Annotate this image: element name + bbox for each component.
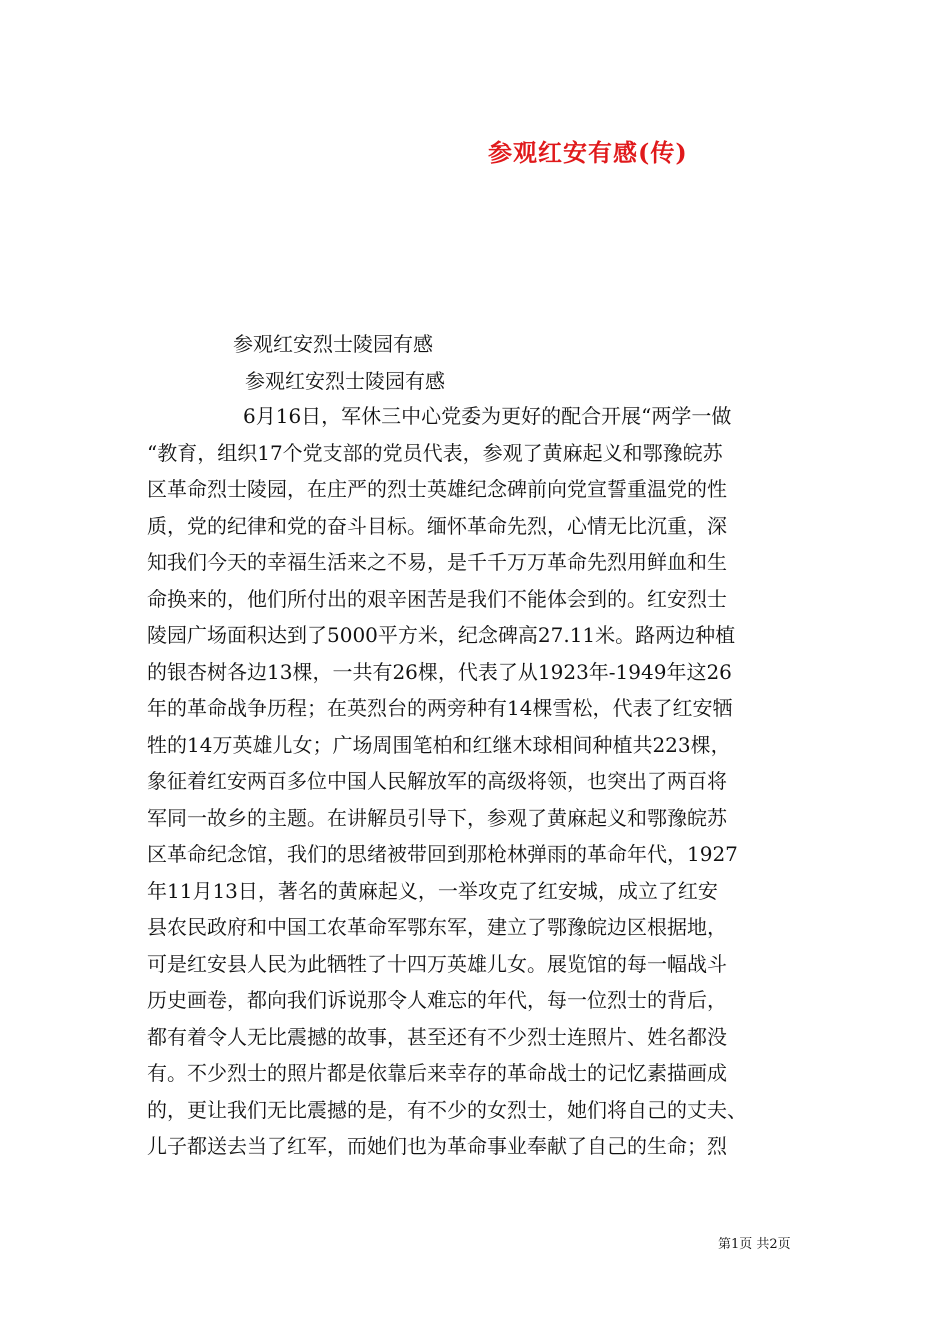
subtitle-2: 参观红安烈士陵园有感 <box>245 369 445 393</box>
body-text <box>147 398 827 1165</box>
page-title: 参观红安有感(传) <box>488 138 688 167</box>
body-line: 年11月13日，著名的黄麻起义，一举攻克了红安城，成立了红安 <box>147 878 718 903</box>
body-line: 区革命纪念馆，我们的思绪被带回到那枪林弹雨的革命年代，1927 <box>147 842 738 866</box>
body-line: 知我们今天的幸福生活来之不易，是千千万万革命先烈用鲜血和生 <box>147 550 727 574</box>
body-line: 牲的14万英雄儿女；广场周围笔柏和红继木球相间种植共223棵， <box>147 732 731 757</box>
body-line: 军同一故乡的主题。在讲解员引导下，参观了黄麻起义和鄂豫皖苏 <box>147 805 727 830</box>
body-line: 的，更让我们无比震撼的是，有不少的女烈士，她们将自己的丈夫、 <box>147 1097 747 1122</box>
body-line: 质，党的纪律和党的奋斗目标。缅怀革命先烈，心情无比沉重，深 <box>147 513 727 538</box>
body-line: 6月16日，军休三中心党委为更好的配合开展“两学一做 <box>243 404 732 428</box>
body-line: 陵园广场面积达到了5000平方米，纪念碑高27.11米。路两边种植 <box>147 623 736 647</box>
body-line: 都有着令人无比震撼的故事，甚至还有不少烈士连照片、姓名都没 <box>147 1024 727 1049</box>
body-line: 的银杏树各边13棵，一共有26棵，代表了从1923年-1949年这26 <box>147 659 732 684</box>
page-footer: 第1页 共2页 <box>718 1237 791 1252</box>
body-line: 可是红安县人民为此牺牲了十四万英雄儿女。展览馆的每一幅战斗 <box>147 951 727 976</box>
body-line: 年的革命战争历程；在英烈台的两旁种有14棵雪松，代表了红安牺 <box>147 696 733 720</box>
body-line: 历史画卷，都向我们诉说那令人难忘的年代，每一位烈士的背后， <box>147 988 727 1012</box>
body-line: 象征着红安两百多位中国人民解放军的高级将领，也突出了两百将 <box>147 769 727 793</box>
body-line: 命换来的，他们所付出的艰辛困苦是我们不能体会到的。红安烈士 <box>147 586 727 611</box>
body-line: 区革命烈士陵园，在庄严的烈士英雄纪念碑前向党宣誓重温党的性 <box>147 477 727 501</box>
body-line: 儿子都送去当了红军，而她们也为革命事业奉献了自己的生命；烈 <box>147 1134 727 1158</box>
body-line: 有。不少烈士的照片都是依靠后来幸存的革命战士的记忆素描画成 <box>147 1061 727 1085</box>
subtitle-1: 参观红安烈士陵园有感 <box>233 332 433 356</box>
body-line: 县农民政府和中国工农革命军鄂东军，建立了鄂豫皖边区根据地， <box>147 915 727 939</box>
body-line: “教育，组织17个党支部的党员代表，参观了黄麻起义和鄂豫皖苏 <box>147 440 723 465</box>
